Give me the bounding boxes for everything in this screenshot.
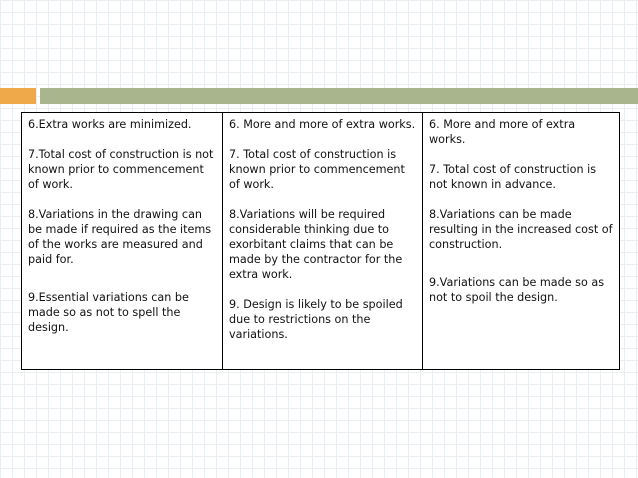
table-cell: 9.Essential variations can be made so as not to spell the design. — [28, 291, 189, 334]
table-cell: 6. More and more of extra works. — [429, 118, 576, 146]
table-column-3 — [422, 113, 619, 369]
accent-bar-orange — [0, 88, 36, 104]
table-cell: 8.Variations can be made resulting in the increased cost of construction. — [429, 208, 613, 251]
table-cell: 6. More and more of extra works. — [229, 118, 416, 131]
accent-bar-green — [40, 88, 638, 104]
table-cell: 6.Extra works are minimized. — [28, 118, 192, 131]
table-cell: 9.Variations can be made so as not to spoil the design. — [429, 276, 605, 304]
table-cell: 8.Variations in the drawing can be made if required as the items of the works are measured and paid for. — [28, 208, 212, 266]
table-cell: 9. Design is likely to be spoiled due to restrictions on the variations. — [229, 298, 403, 341]
table-cell: 7. Total cost of construction is known prior to commencement of work. — [229, 148, 405, 191]
table-cell: 7. Total cost of construction is not known in advance. — [429, 163, 597, 191]
table-column-2 — [222, 113, 422, 369]
table-column-1 — [22, 113, 222, 369]
table-cell: 8.Variations will be required considerable thinking due to exorbitant claims that can be made by the contractor for the extra work. — [229, 208, 403, 281]
comparison-table — [21, 112, 620, 370]
table-cell: 7.Total cost of construction is not known prior to commencement of work. — [28, 148, 214, 191]
